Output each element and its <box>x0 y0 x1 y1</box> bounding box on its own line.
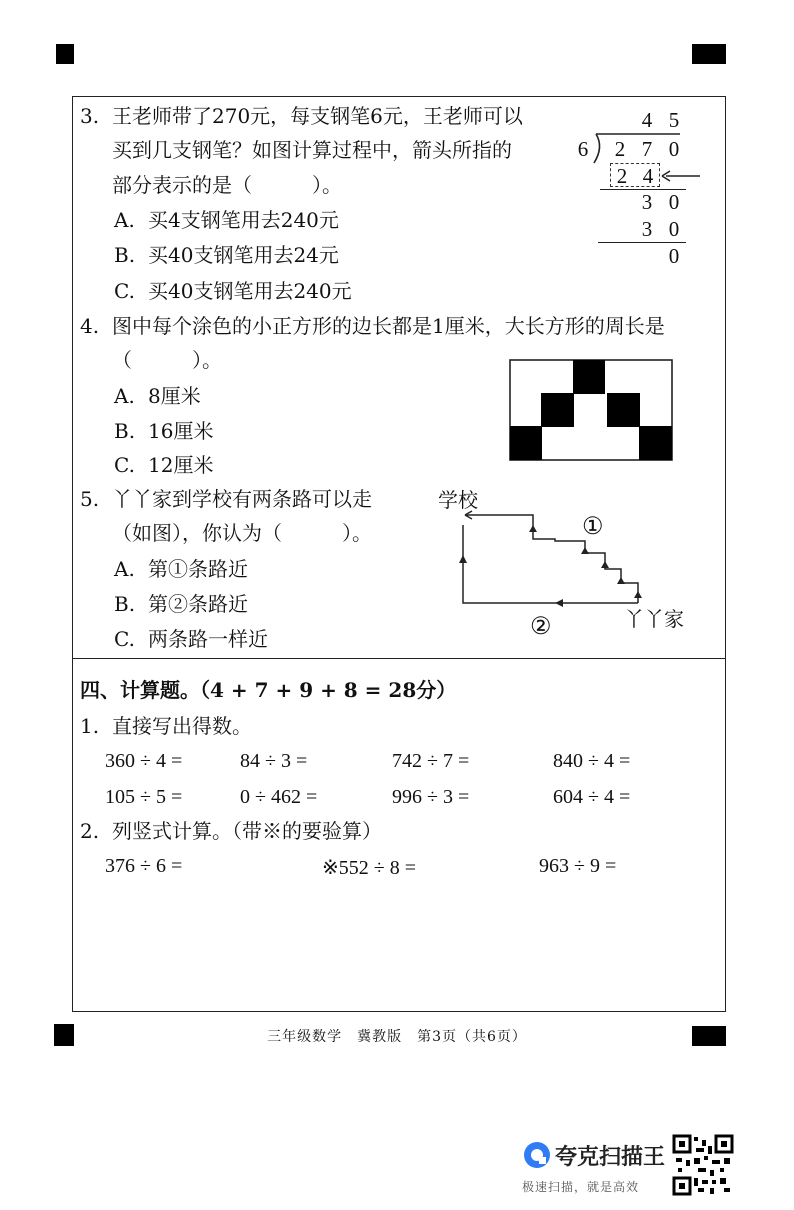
shaded-square <box>573 360 605 394</box>
q4-option-b-text: 16厘米 <box>148 419 214 443</box>
step1-digit: 2 <box>616 164 628 188</box>
q3-number: 3. <box>80 104 100 128</box>
q3-option-b-letter: B. <box>114 243 136 267</box>
problem: 0 ÷ 462 = <box>240 786 318 808</box>
brand-logo-icon <box>522 1140 552 1170</box>
dividend-digit: 0 <box>668 137 680 161</box>
q4-option-a-text: 8厘米 <box>148 384 201 408</box>
q5-option-b-text: 第②条路近 <box>148 592 248 616</box>
step2-digit: 0 <box>668 190 680 214</box>
route-1-label: ① <box>582 512 604 540</box>
q4-option-c-letter: C. <box>114 453 135 477</box>
pointer-arrow <box>660 166 704 186</box>
q3-text-line1: 王老师带了270元，每支钢笔6元，王老师可以 <box>112 104 523 128</box>
problem: 84 ÷ 3 = <box>240 750 308 772</box>
q5-number: 5. <box>80 487 100 511</box>
q4-option-b-letter: B. <box>114 419 136 443</box>
quotient-digit: 5 <box>668 108 680 132</box>
q3-option-c-text: 买40支钢笔用去240元 <box>148 279 352 303</box>
step2-digit: 3 <box>641 190 653 214</box>
problem: 105 ÷ 5 = <box>105 786 183 808</box>
q4-option-a-letter: A. <box>114 384 135 408</box>
problem: 742 ÷ 7 = <box>392 750 470 772</box>
step1-digit: 4 <box>642 164 654 188</box>
q3-option-a-text: 买4支钢笔用去240元 <box>148 208 339 232</box>
dividend-digit: 2 <box>614 137 626 161</box>
q4-text-line2: （ ）。 <box>112 348 222 372</box>
shaded-square <box>639 426 672 460</box>
part2-text: 列竖式计算。（带※的要验算） <box>112 819 382 843</box>
q3-text-line2: 买到几支钢笔？如图计算过程中，箭头所指的 <box>112 138 512 162</box>
brand-name: 夸克扫描王 <box>555 1145 666 1170</box>
q3-option-b-text: 买40支钢笔用去24元 <box>148 243 339 267</box>
section-4-title: 四、计算题。（4 + 7 + 9 + 8 = 28分） <box>80 678 457 702</box>
problem: 996 ÷ 3 = <box>392 786 470 808</box>
problem: ※552 ÷ 8 = <box>322 857 417 879</box>
problem: 840 ÷ 4 = <box>553 750 631 772</box>
shaded-square <box>510 426 542 460</box>
q4-number: 4. <box>80 314 100 338</box>
q3-text-line3: 部分表示的是（ ）。 <box>112 173 342 197</box>
remainder-digit: 0 <box>668 244 680 268</box>
quotient-digit: 4 <box>641 108 653 132</box>
brand-slogan: 极速扫描，就是高效 <box>522 1180 640 1194</box>
problem: 963 ÷ 9 = <box>539 855 617 877</box>
step3-digit: 0 <box>668 217 680 241</box>
problem: 376 ÷ 6 = <box>105 855 183 877</box>
shaded-square <box>541 393 574 427</box>
problem: 604 ÷ 4 = <box>553 786 631 808</box>
registration-mark-top-left <box>56 44 74 64</box>
rectangle-grid-figure <box>509 359 673 461</box>
q4-option-c-text: 12厘米 <box>148 453 214 477</box>
school-label: 学校 <box>438 488 478 512</box>
subtraction-line <box>598 242 686 243</box>
q5-option-c-letter: C. <box>114 627 135 651</box>
q5-option-a-text: 第①条路近 <box>148 557 248 581</box>
step3-digit: 3 <box>641 217 653 241</box>
qr-code-icon <box>672 1134 734 1196</box>
q5-text-line2: （如图），你认为（ ）。 <box>112 521 372 545</box>
q5-option-c-text: 两条路一样近 <box>148 627 268 651</box>
home-label: 丫丫家 <box>624 607 684 631</box>
q5-option-a-letter: A. <box>114 557 135 581</box>
dividend-digit: 7 <box>641 137 653 161</box>
part1-text: 直接写出得数。 <box>112 714 252 738</box>
page-footer: 三年级数学 冀教版 第3页（共6页） <box>267 1029 527 1045</box>
q5-option-b-letter: B. <box>114 592 136 616</box>
q3-option-a-letter: A. <box>114 208 135 232</box>
route-2-label: ② <box>530 612 552 640</box>
section-divider <box>72 658 726 659</box>
q3-option-c-letter: C. <box>114 279 135 303</box>
route-map <box>455 505 655 615</box>
q5-text-line1: 丫丫家到学校有两条路可以走 <box>112 487 372 511</box>
divisor: 6 <box>577 137 589 161</box>
part1-label: 1. <box>80 714 100 738</box>
shaded-square <box>607 393 640 427</box>
q4-text-line1: 图中每个涂色的小正方形的边长都是1厘米，大长方形的周长是 <box>112 314 665 338</box>
part2-label: 2. <box>80 819 100 843</box>
registration-mark-top-right <box>692 44 726 64</box>
problem: 360 ÷ 4 = <box>105 750 183 772</box>
